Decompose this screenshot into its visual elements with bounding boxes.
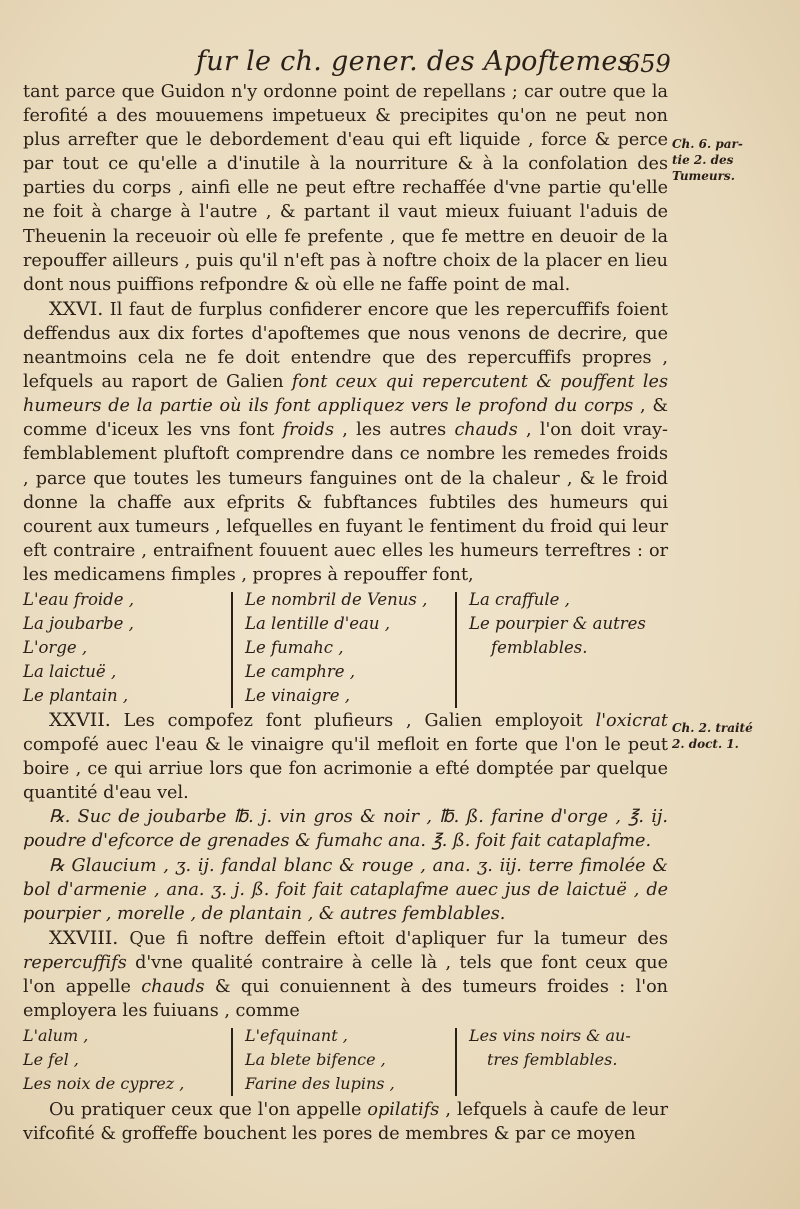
margin-note-line: Ch. 6. par- (672, 137, 743, 151)
text-run: Ou pratiquer ceux que l'on appelle (49, 1100, 368, 1121)
list-item: L'eau froide , (23, 589, 134, 609)
recipe-2: ℞ Glaucium , ʒ. ij. fandal blanc & rouge , ana. ʒ. iij. terre fimolée & bol d'armenie , ana. ʒ. j. ß. foit fait cataplafme auec jus de laictuë , de pourpier , morelle , de plantain , & autres femblables. (23, 855, 668, 924)
list-item: tres femblables. (487, 1050, 618, 1070)
column-divider (231, 592, 233, 708)
paragraph-xxvii (23, 708, 668, 805)
text-run: Il faut de furplus confiderer encore que les repercuffifs foient deffendus aux dix fortes d'apoftemes que nous venons de decrire, que neantmoins cela ne fe doit entendre que des repercuffifs propres , lefquels au raport de Galien (23, 299, 668, 393)
list-item: La craffule , (469, 589, 570, 609)
list-item: femblables. (491, 637, 588, 657)
list-item: L'efquinant , (245, 1026, 348, 1046)
paragraph-xxviii (23, 926, 668, 1023)
list-item: La blete bifence , (245, 1050, 386, 1070)
text-run: , lefquels à caufe de leur vifcofité & groffeffe bouchent les pores de membres & par ce moyen (23, 1100, 668, 1145)
paragraph-continuation: tant parce que Guidon n'y ordonne point de repellans ; car outre que la ferofité a des mouuemens impetueux & precipites qu'on ne peut non plus arrefter que le debordement d'eau qui eft liquide , force & perce par tout ce qu'elle a d'inutile à la nourriture & à la confolation des parties du corps , ainfi elle ne peut eftre rechaffée d'vne partie qu'elle ne foit à charge à l'autre , & partant il vaut mieux fuiuant l'aduis de Theuenin la receuoir où elle fe prefente , que fe mettre en deuoir de la repouffer ailleurs , puis qu'il n'eft pas à noftre choix de la placer en lieu dont nous puiffions refpondre & où elle ne faffe point de mal. (23, 82, 668, 295)
section-number: XXVII. (49, 708, 111, 731)
margin-note-line: tie 2. des (672, 153, 734, 167)
list-item: Les vins noirs & au- (469, 1026, 631, 1046)
list-item: La joubarbe , (23, 613, 134, 633)
margin-note-line: Tumeurs. (672, 169, 735, 183)
list-column (469, 588, 646, 660)
text-run: Les compofez font plufieurs , Galien employoit (110, 710, 596, 731)
text-run: & qui conuiennent à des tumeurs froides : l'on employera les fuiuans , comme (23, 977, 668, 1022)
hot-remedies-list (23, 1024, 668, 1098)
list-column (469, 1024, 631, 1072)
margin-note-chapter-6 (672, 136, 767, 184)
list-item: L'alum , (23, 1026, 89, 1046)
list-item: Le pourpier & autres (469, 613, 646, 633)
column-divider (455, 1028, 457, 1096)
list-column (23, 588, 134, 708)
body-text (23, 80, 668, 1146)
list-item: Farine des lupins , (245, 1074, 395, 1094)
paragraph-xxvi (23, 297, 668, 587)
paragraph-continued (23, 1098, 668, 1146)
text-run: , l'on doit vray-femblablement pluftoft comprendre dans ce nombre les remedes froids , parce que toutes les tumeurs fanguines ont de la chaleur , & le froid donne la chaffe aux efprits & fubftances fubtiles des humeurs qui courent aux tumeurs , lefquelles en fuyant le fentiment du froid qui leur eft contraire , entraifnent fouuent auec elles les humeurs terreftres : or les medicamens fimples , propres à repouffer font, (23, 420, 668, 585)
margin-note-line: Ch. 2. traité (672, 721, 753, 735)
text-run: , & comme d'iceux les vns font (23, 396, 668, 441)
column-divider (455, 592, 457, 708)
italic-term: repercuffifs (23, 952, 127, 973)
text-run: , les autres (334, 420, 455, 441)
list-item: La lentille d'eau , (245, 613, 390, 633)
list-item: Les noix de cyprez , (23, 1074, 185, 1094)
list-column (245, 1024, 395, 1096)
italic-term: chauds (454, 420, 518, 441)
page-header (0, 44, 800, 84)
simple-remedies-list (23, 588, 668, 708)
list-item: Le vinaigre , (245, 685, 351, 705)
list-item: La laictuë , (23, 661, 117, 681)
italic-quote: font ceux qui repercutent & pouffent les humeurs de la partie où ils font appliquez vers le profond du corps (23, 372, 668, 417)
recipe-1: ℞. Suc de joubarbe ℔. j. vin gros & noir , ℔. ß. farine d'orge , ℥. ij. poudre d'efcorce de grenades & fumahc ana. ℥. ß. foit fait cataplafme. (23, 807, 668, 852)
column-divider (231, 1028, 233, 1096)
section-number: XXVIII. (49, 926, 119, 949)
list-item: Le nombril de Venus , (245, 589, 428, 609)
list-item: Le camphre , (245, 661, 356, 681)
text-run: d'vne qualité contraire à celle là , tels que font ceux que l'on appelle (23, 952, 668, 997)
italic-term: l'oxicrat (595, 710, 668, 731)
list-item: Le plantain , (23, 685, 129, 705)
section-number: XXVI. (49, 297, 104, 320)
list-item: Le fumahc , (245, 637, 344, 657)
italic-term: opilatifs (367, 1100, 440, 1121)
text-run: Que fi noftre deffein eftoit d'apliquer fur la tumeur des (118, 928, 668, 949)
list-item: Le fel , (23, 1050, 79, 1070)
list-item: L'orge , (23, 637, 88, 657)
page-number: 659 (625, 50, 671, 78)
margin-note-line: 2. doct. 1. (672, 737, 739, 751)
text-run: compofé auec l'eau & le vinaigre qu'il mefloit en forte que l'on le peut boire , ce qui arriue lors que fon acrimonie a efté domptée par quelque quantité d'eau vel. (23, 735, 668, 804)
margin-note-chapter-2 (672, 720, 767, 752)
italic-term: chauds (141, 977, 205, 997)
list-column (23, 1024, 184, 1096)
list-column (245, 588, 427, 708)
running-title: fur le ch. gener. des Apoftemes (196, 46, 632, 77)
italic-term: froids (282, 420, 335, 441)
